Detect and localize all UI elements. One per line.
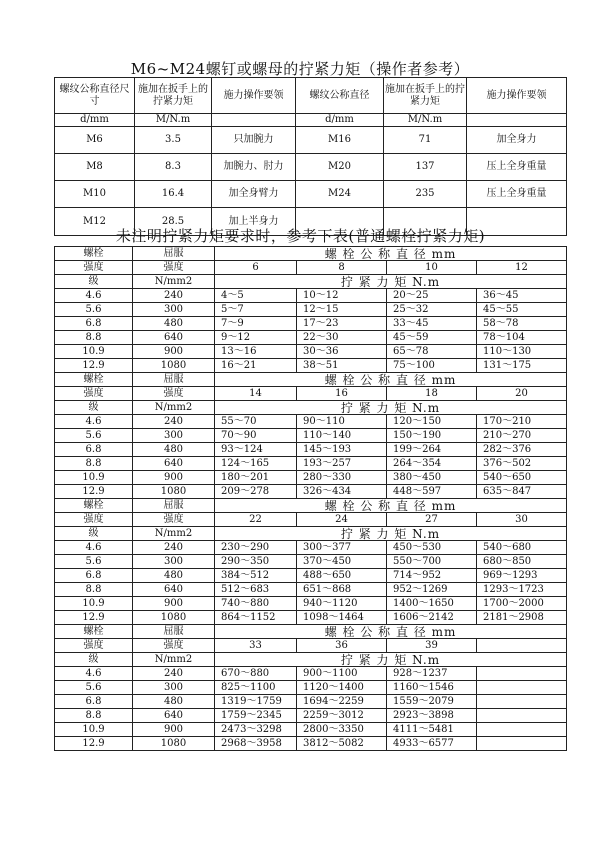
diameter-header: 螺 栓 公 称 直 径 mm <box>215 247 567 261</box>
torque-cell: 370～450 <box>297 555 387 569</box>
grade-cell: 4.6 <box>55 667 133 681</box>
block-header-row <box>55 373 567 387</box>
torque-cell: 2800～3350 <box>297 723 387 737</box>
torque-cell: 230～290 <box>215 541 297 555</box>
grade-cell: 4.6 <box>55 289 133 303</box>
grade-cell: 12.9 <box>55 611 133 625</box>
header-cell: 施力操作要领 <box>212 78 296 114</box>
torque-cell: 45～59 <box>387 331 477 345</box>
block-size-row <box>55 513 567 527</box>
yield-cell: 480 <box>133 443 215 457</box>
torque-cell: 450～530 <box>387 541 477 555</box>
bolt-label: 螺栓 <box>55 247 133 261</box>
table-row <box>55 555 567 569</box>
size-cell: 20 <box>477 387 567 401</box>
torque-cell: 1606～2142 <box>387 611 477 625</box>
yield-cell: 1080 <box>133 611 215 625</box>
header-cell: 螺纹公称直径 <box>296 78 384 114</box>
size-cell: 12 <box>477 261 567 275</box>
table-row <box>55 429 567 443</box>
table-row <box>55 709 567 723</box>
yield-cell: 480 <box>133 569 215 583</box>
size-cell: 30 <box>477 513 567 527</box>
torque-cell <box>477 667 567 681</box>
table-cell: 235 <box>384 181 467 208</box>
table-row <box>55 695 567 709</box>
table-row <box>55 667 567 681</box>
torque-cell: 4111～5481 <box>387 723 477 737</box>
torque-cell: 384～512 <box>215 569 297 583</box>
torque-cell: 740～880 <box>215 597 297 611</box>
block-unit-row <box>55 653 567 667</box>
torque-cell: 209～278 <box>215 485 297 499</box>
torque-cell: 124～165 <box>215 457 297 471</box>
torque-cell: 1559～2079 <box>387 695 477 709</box>
table-row <box>55 583 567 597</box>
grade-cell: 5.6 <box>55 429 133 443</box>
grade-cell: 6.8 <box>55 317 133 331</box>
table-row <box>55 331 567 345</box>
unit-label: N/mm2 <box>133 401 215 415</box>
unit-cell: M/N.m <box>135 114 212 127</box>
grade-cell: 10.9 <box>55 345 133 359</box>
torque-cell: 380～450 <box>387 471 477 485</box>
torque-cell <box>477 695 567 709</box>
torque-cell: 12～15 <box>297 303 387 317</box>
operator-torque-table <box>54 77 567 236</box>
table-row <box>55 345 567 359</box>
block-size-row <box>55 639 567 653</box>
unit-cell: d/mm <box>296 114 384 127</box>
diameter-header: 螺 栓 公 称 直 径 mm <box>215 373 567 387</box>
yield-cell: 900 <box>133 597 215 611</box>
grade-cell: 12.9 <box>55 485 133 499</box>
strength-label: 强度 <box>133 639 215 653</box>
torque-cell: 825～1100 <box>215 681 297 695</box>
table-cell: M6 <box>55 127 135 154</box>
table-row <box>55 471 567 485</box>
diameter-header: 螺 栓 公 称 直 径 mm <box>215 625 567 639</box>
size-cell: 39 <box>387 639 477 653</box>
table-row <box>55 569 567 583</box>
torque-cell: 969～1293 <box>477 569 567 583</box>
yield-cell: 1080 <box>133 737 215 751</box>
torque-header: 拧 紧 力 矩 N.m <box>215 401 567 415</box>
torque-cell: 2259～3012 <box>297 709 387 723</box>
torque-cell: 1293～1723 <box>477 583 567 597</box>
bolt-label: 螺栓 <box>55 499 133 513</box>
table-cell: 16.4 <box>135 181 212 208</box>
torque-cell: 2923～3898 <box>387 709 477 723</box>
torque-cell: 150～190 <box>387 429 477 443</box>
block-size-row <box>55 387 567 401</box>
torque-cell <box>477 737 567 751</box>
torque-cell: 282～376 <box>477 443 567 457</box>
table-row <box>55 723 567 737</box>
size-cell <box>477 639 567 653</box>
torque-cell: 16～21 <box>215 359 297 373</box>
table-row <box>55 289 567 303</box>
bolt-label: 螺栓 <box>55 373 133 387</box>
torque-cell: 145～193 <box>297 443 387 457</box>
yield-cell: 300 <box>133 429 215 443</box>
torque-cell: 540～650 <box>477 471 567 485</box>
torque-cell: 264～354 <box>387 457 477 471</box>
torque-cell: 75～100 <box>387 359 477 373</box>
yield-cell: 240 <box>133 415 215 429</box>
yield-label: 屈服 <box>133 373 215 387</box>
torque-cell: 1400～1650 <box>387 597 477 611</box>
note-row <box>55 225 567 247</box>
torque-cell: 1160～1546 <box>387 681 477 695</box>
torque-cell: 10～12 <box>297 289 387 303</box>
table-row <box>55 597 567 611</box>
table-row <box>55 303 567 317</box>
torque-cell: 376～502 <box>477 457 567 471</box>
torque-cell: 30～36 <box>297 345 387 359</box>
torque-cell <box>477 709 567 723</box>
grade-cell: 5.6 <box>55 303 133 317</box>
size-cell: 24 <box>297 513 387 527</box>
block-size-row <box>55 261 567 275</box>
torque-cell: 1700～2000 <box>477 597 567 611</box>
torque-cell: 635～847 <box>477 485 567 499</box>
torque-cell: 326～434 <box>297 485 387 499</box>
table-row <box>55 457 567 471</box>
grade-cell: 10.9 <box>55 597 133 611</box>
table-row <box>55 443 567 457</box>
torque-cell: 4933～6577 <box>387 737 477 751</box>
unit-label: N/mm2 <box>133 527 215 541</box>
table-cell: M12 <box>55 208 135 236</box>
torque-cell: 1319～1759 <box>215 695 297 709</box>
torque-cell: 2181～2908 <box>477 611 567 625</box>
yield-label: 屈服 <box>133 499 215 513</box>
torque-cell: 210～270 <box>477 429 567 443</box>
grade-cell: 5.6 <box>55 681 133 695</box>
torque-header: 拧 紧 力 矩 N.m <box>215 653 567 667</box>
bolt-label: 螺栓 <box>55 625 133 639</box>
unit-label: N/mm2 <box>133 653 215 667</box>
torque-cell: 170～210 <box>477 415 567 429</box>
yield-cell: 480 <box>133 317 215 331</box>
table-cell: 71 <box>384 127 467 154</box>
size-cell: 33 <box>215 639 297 653</box>
table-cell: 加腕力、肘力 <box>212 154 296 181</box>
table-row <box>55 681 567 695</box>
block-header-row <box>55 247 567 261</box>
grade-cell: 8.8 <box>55 583 133 597</box>
yield-cell: 1080 <box>133 485 215 499</box>
yield-cell: 900 <box>133 723 215 737</box>
size-cell: 36 <box>297 639 387 653</box>
table-cell: M24 <box>296 181 384 208</box>
table-cell: 只加腕力 <box>212 127 296 154</box>
yield-cell: 900 <box>133 345 215 359</box>
size-cell: 16 <box>297 387 387 401</box>
table-cell: 137 <box>384 154 467 181</box>
strength-label: 强度 <box>133 513 215 527</box>
diameter-header: 螺 栓 公 称 直 径 mm <box>215 499 567 513</box>
table-cell: 加上半身力 <box>212 208 296 236</box>
block-header-row <box>55 499 567 513</box>
table-cell: M20 <box>296 154 384 181</box>
grade-cell: 4.6 <box>55 415 133 429</box>
torque-cell: 70～90 <box>215 429 297 443</box>
unit-cell: M/N.m <box>384 114 467 127</box>
table-row <box>55 181 567 208</box>
torque-cell: 25～32 <box>387 303 477 317</box>
torque-cell: 7～9 <box>215 317 297 331</box>
yield-cell: 240 <box>133 289 215 303</box>
torque-cell: 93～124 <box>215 443 297 457</box>
torque-cell: 193～257 <box>297 457 387 471</box>
grade-cell: 12.9 <box>55 737 133 751</box>
strength-label: 强度 <box>133 261 215 275</box>
torque-cell: 928～1237 <box>387 667 477 681</box>
table-row <box>55 359 567 373</box>
strength-label: 强度 <box>55 261 133 275</box>
torque-cell: 680～850 <box>477 555 567 569</box>
unit-cell <box>212 114 296 127</box>
table-row <box>55 154 567 181</box>
torque-cell <box>477 723 567 737</box>
torque-header: 拧 紧 力 矩 N.m <box>215 527 567 541</box>
torque-cell: 714～952 <box>387 569 477 583</box>
table-row <box>55 415 567 429</box>
yield-cell: 640 <box>133 457 215 471</box>
torque-cell: 1098～1464 <box>297 611 387 625</box>
strength-label: 强度 <box>55 513 133 527</box>
torque-cell: 9～12 <box>215 331 297 345</box>
torque-cell: 17～23 <box>297 317 387 331</box>
table-row <box>55 541 567 555</box>
torque-cell <box>477 681 567 695</box>
table-header-row <box>55 78 567 114</box>
block-unit-row <box>55 527 567 541</box>
grade-cell: 6.8 <box>55 443 133 457</box>
table-row <box>55 485 567 499</box>
torque-cell: 90～110 <box>297 415 387 429</box>
torque-cell: 280～330 <box>297 471 387 485</box>
table-cell: M8 <box>55 154 135 181</box>
size-cell: 10 <box>387 261 477 275</box>
grade-cell: 6.8 <box>55 695 133 709</box>
grade-cell: 5.6 <box>55 555 133 569</box>
size-cell: 27 <box>387 513 477 527</box>
yield-cell: 900 <box>133 471 215 485</box>
yield-label: 屈服 <box>133 247 215 261</box>
torque-cell: 2968～3958 <box>215 737 297 751</box>
torque-cell: 300～377 <box>297 541 387 555</box>
torque-cell: 1759～2345 <box>215 709 297 723</box>
table-cell: 加全身臂力 <box>212 181 296 208</box>
torque-cell: 1120～1400 <box>297 681 387 695</box>
grade-cell: 10.9 <box>55 471 133 485</box>
unit-cell <box>467 114 567 127</box>
torque-cell: 120～150 <box>387 415 477 429</box>
grade-label: 级 <box>55 653 133 667</box>
yield-label: 屈服 <box>133 625 215 639</box>
strength-label: 强度 <box>55 387 133 401</box>
torque-cell: 36～45 <box>477 289 567 303</box>
torque-cell: 45～55 <box>477 303 567 317</box>
yield-cell: 480 <box>133 695 215 709</box>
size-cell: 18 <box>387 387 477 401</box>
table-cell: 8.3 <box>135 154 212 181</box>
table-row <box>55 611 567 625</box>
torque-cell: 199～264 <box>387 443 477 457</box>
torque-cell: 4～5 <box>215 289 297 303</box>
grade-label: 级 <box>55 275 133 289</box>
grade-label: 级 <box>55 527 133 541</box>
torque-cell: 22～30 <box>297 331 387 345</box>
strength-label: 强度 <box>133 387 215 401</box>
grade-cell: 4.6 <box>55 541 133 555</box>
header-cell: 螺纹公称直径尺寸 <box>55 78 135 114</box>
table-cell: 28.5 <box>135 208 212 236</box>
bolt-torque-table <box>54 225 567 751</box>
table-cell: 压上全身重量 <box>467 154 567 181</box>
torque-cell: 5～7 <box>215 303 297 317</box>
torque-cell: 33～45 <box>387 317 477 331</box>
torque-cell: 13～16 <box>215 345 297 359</box>
yield-cell: 300 <box>133 303 215 317</box>
torque-cell: 900～1100 <box>297 667 387 681</box>
table-row <box>55 127 567 154</box>
torque-cell: 940～1120 <box>297 597 387 611</box>
block-unit-row <box>55 275 567 289</box>
torque-cell: 20～25 <box>387 289 477 303</box>
size-cell: 8 <box>297 261 387 275</box>
torque-cell: 1694～2259 <box>297 695 387 709</box>
table-unit-row <box>55 114 567 127</box>
strength-label: 强度 <box>55 639 133 653</box>
block-unit-row <box>55 401 567 415</box>
torque-cell: 131～175 <box>477 359 567 373</box>
torque-cell: 448～597 <box>387 485 477 499</box>
size-cell: 14 <box>215 387 297 401</box>
torque-cell: 952～1269 <box>387 583 477 597</box>
table-cell: 压上全身重量 <box>467 181 567 208</box>
grade-cell: 8.8 <box>55 331 133 345</box>
torque-cell: 38～51 <box>297 359 387 373</box>
torque-cell: 55～70 <box>215 415 297 429</box>
yield-cell: 240 <box>133 667 215 681</box>
torque-cell: 65～78 <box>387 345 477 359</box>
torque-cell: 290～350 <box>215 555 297 569</box>
torque-cell: 550～700 <box>387 555 477 569</box>
yield-cell: 300 <box>133 555 215 569</box>
torque-cell: 110～130 <box>477 345 567 359</box>
header-cell: 施加在扳手上的拧紧力矩 <box>384 78 467 114</box>
yield-cell: 640 <box>133 709 215 723</box>
torque-cell: 512～683 <box>215 583 297 597</box>
torque-cell: 110～140 <box>297 429 387 443</box>
page-title: M6~M24螺钉或螺母的拧紧力矩（操作者参考） <box>130 60 470 78</box>
header-cell: 施加在扳手上的拧紧力矩 <box>135 78 212 114</box>
yield-cell: 300 <box>133 681 215 695</box>
yield-cell: 240 <box>133 541 215 555</box>
grade-cell: 12.9 <box>55 359 133 373</box>
table-cell: M16 <box>296 127 384 154</box>
torque-cell: 2473～3298 <box>215 723 297 737</box>
yield-cell: 1080 <box>133 359 215 373</box>
table-row <box>55 317 567 331</box>
unit-cell: d/mm <box>55 114 135 127</box>
grade-cell: 8.8 <box>55 709 133 723</box>
grade-cell: 6.8 <box>55 569 133 583</box>
block-header-row <box>55 625 567 639</box>
grade-label: 级 <box>55 401 133 415</box>
grade-cell: 8.8 <box>55 457 133 471</box>
header-cell: 施力操作要领 <box>467 78 567 114</box>
yield-cell: 640 <box>133 331 215 345</box>
torque-header: 拧 紧 力 矩 N.m <box>215 275 567 289</box>
torque-cell: 651～868 <box>297 583 387 597</box>
torque-cell: 488～650 <box>297 569 387 583</box>
torque-cell: 670～880 <box>215 667 297 681</box>
torque-cell: 540～680 <box>477 541 567 555</box>
torque-cell: 864～1152 <box>215 611 297 625</box>
table-cell: 加全身力 <box>467 127 567 154</box>
torque-cell: 180～201 <box>215 471 297 485</box>
note-text <box>55 225 567 247</box>
grade-cell: 10.9 <box>55 723 133 737</box>
note-label: 未注明拧紧力矩要求时，参考下表(普通螺栓拧紧力矩) <box>115 226 486 245</box>
table-cell: M10 <box>55 181 135 208</box>
size-cell: 22 <box>215 513 297 527</box>
table-cell: 3.5 <box>135 127 212 154</box>
table-row <box>55 737 567 751</box>
torque-cell: 3812～5082 <box>297 737 387 751</box>
torque-cell: 78～104 <box>477 331 567 345</box>
size-cell: 6 <box>215 261 297 275</box>
torque-cell: 58～78 <box>477 317 567 331</box>
unit-label: N/mm2 <box>133 275 215 289</box>
yield-cell: 640 <box>133 583 215 597</box>
